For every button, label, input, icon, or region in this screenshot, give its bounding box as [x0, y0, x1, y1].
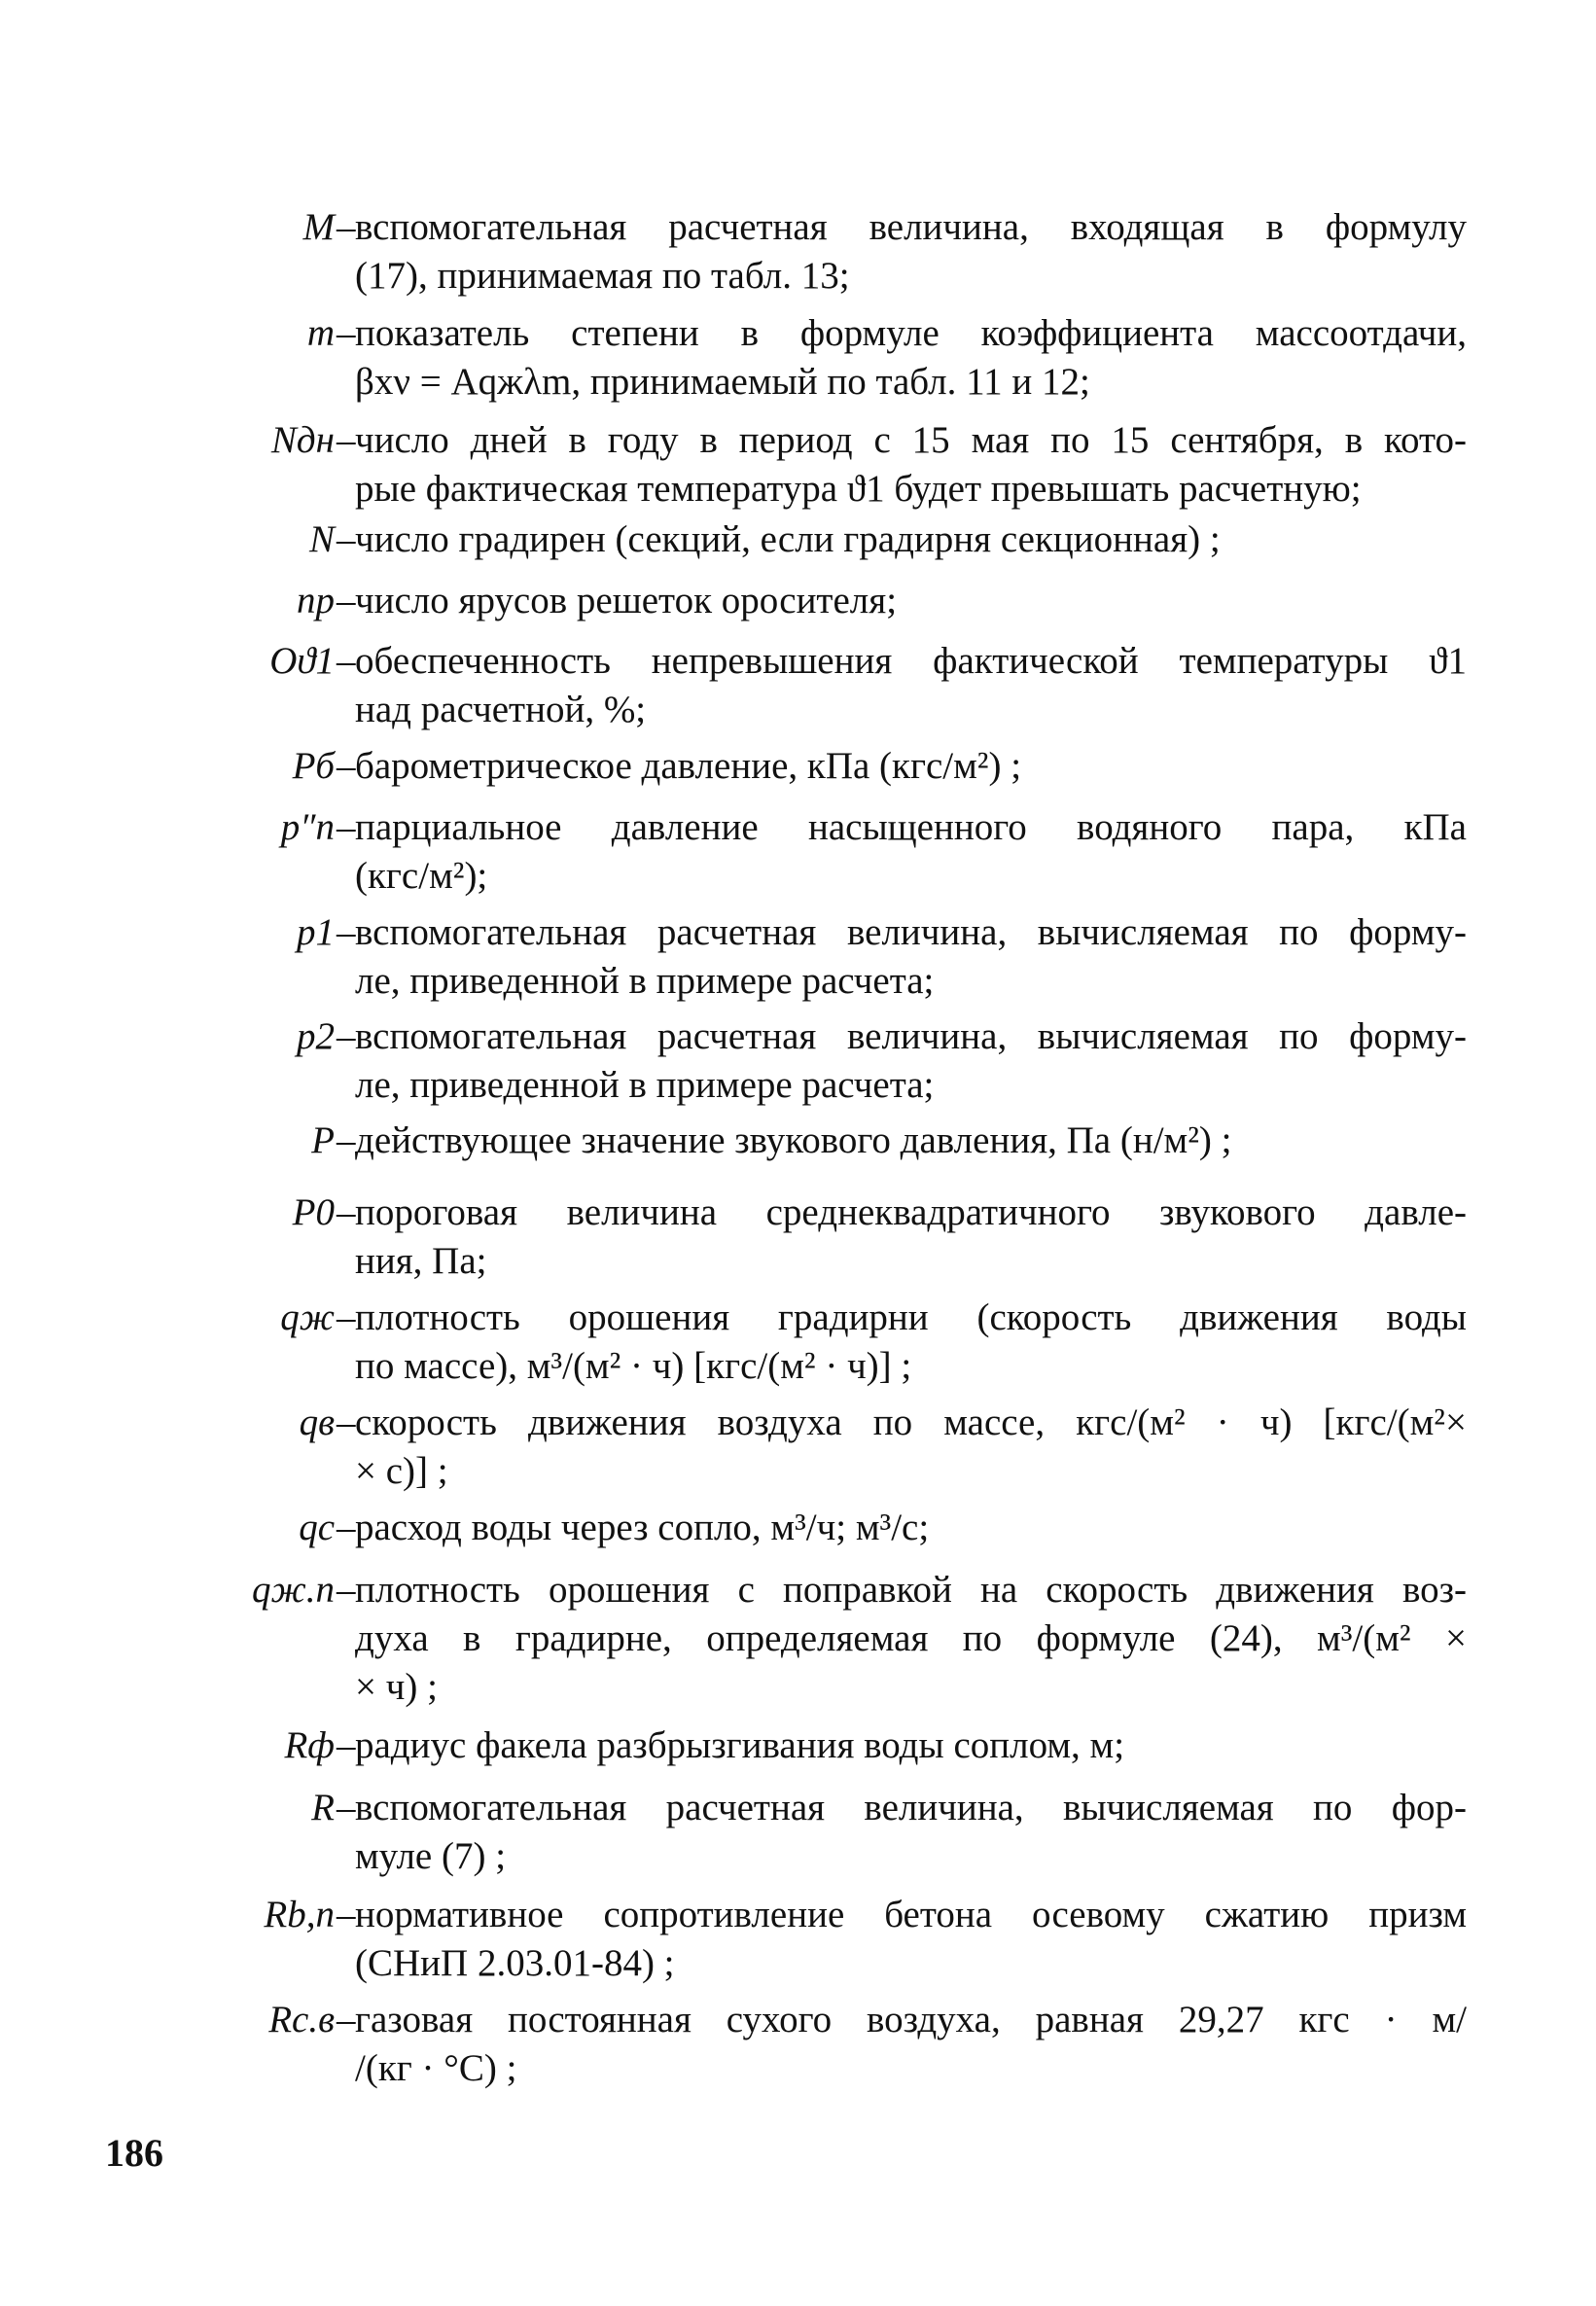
definition-line: нормативное сопротивление бетона осевому сжатию призм — [355, 1894, 1467, 1935]
definition-line: показатель степени в формуле коэффициента массоотдачи, — [355, 312, 1467, 354]
definition-line: ле, приведенной в примере расчета; — [355, 960, 935, 1002]
definition-line: × с)] ; — [355, 1450, 448, 1492]
symbol-n-r: nр — [297, 580, 335, 621]
dash: – — [337, 1296, 356, 1338]
definition-text — [355, 1117, 1467, 1165]
symbol-q-zh: qж — [280, 1296, 335, 1338]
definition-text — [355, 416, 1467, 514]
definition-line: действующее значение звукового давления, Па (н/м²) ; — [355, 1119, 1232, 1161]
dash: – — [337, 640, 356, 682]
definition-line: (17), принимаемая по табл. 13; — [355, 255, 850, 297]
dash: – — [337, 911, 356, 953]
definition-line: число дней в году в период с 15 мая по 15 сентября, в кото- — [355, 419, 1467, 461]
definition-line: обеспеченность непревышения фактической температуры ϑ1 — [355, 640, 1467, 682]
symbol-m: m — [306, 312, 335, 354]
definition-text — [355, 577, 1467, 625]
dash: – — [337, 745, 356, 787]
definition-text — [355, 1566, 1467, 1712]
definition-line: βxν = Aqжλm, принимаемый по табл. 11 и 12; — [355, 361, 1090, 403]
dash: – — [337, 1724, 356, 1766]
symbol-R-sv: Rс.в — [268, 1999, 335, 2040]
definition-line: вспомогательная расчетная величина, вычисляемая по форму- — [355, 911, 1467, 953]
definition-line: рые фактическая температура ϑ1 будет превышать расчетную; — [355, 468, 1362, 510]
definition-line: барометрическое давление, кПа (кгс/м²) ; — [355, 745, 1022, 787]
symbol-N: N — [308, 518, 335, 560]
definition-text — [355, 1721, 1467, 1770]
dash: – — [337, 1787, 356, 1828]
dash: – — [337, 1569, 356, 1611]
definition-line: радиус факела разбрызгивания воды соплом, м; — [355, 1724, 1125, 1766]
definition-line: число ярусов решеток оросителя; — [355, 580, 898, 621]
symbol-R-bn: Rb,n — [264, 1894, 335, 1935]
definition-text — [355, 908, 1467, 1006]
dash: – — [337, 518, 356, 560]
dash: – — [337, 806, 356, 848]
definition-line: парциальное давление насыщенного водяного пара, кПа — [355, 806, 1467, 848]
definition-line: ле, приведенной в примере расчета; — [355, 1064, 935, 1106]
symbol-p1: p1 — [297, 911, 335, 953]
symbol-P-b: Pб — [292, 745, 335, 787]
definition-line: число градирен (секций, если градирня секционная) ; — [355, 518, 1221, 560]
dash: – — [337, 1119, 356, 1161]
definition-text — [355, 637, 1467, 734]
dash: – — [337, 580, 356, 621]
symbol-P0: P0 — [292, 1191, 335, 1233]
dash: – — [337, 1507, 356, 1548]
definition-text — [355, 1188, 1467, 1286]
definition-line: (кгс/м²); — [355, 855, 488, 897]
symbol-q-zh-p: qж.п — [251, 1569, 335, 1611]
symbol-q-s: qс — [299, 1507, 335, 1548]
definition-text — [355, 309, 1467, 407]
definition-line: вспомогательная расчетная величина, входящая в формулу — [355, 206, 1467, 248]
dash: – — [337, 1999, 356, 2040]
symbol-O: Oϑ1 — [269, 640, 335, 682]
definition-text — [355, 742, 1467, 791]
definition-line: расход воды через сопло, м³/ч; м³/с; — [355, 1507, 930, 1548]
dash: – — [337, 1015, 356, 1057]
symbol-p2: p2 — [297, 1015, 335, 1057]
dash: – — [337, 1894, 356, 1935]
definition-line: плотность орошения с поправкой на скорость движения воз- — [355, 1569, 1467, 1611]
definition-text — [355, 1399, 1467, 1496]
dash: – — [337, 419, 356, 461]
definition-line: вспомогательная расчетная величина, вычисляемая по фор- — [355, 1787, 1467, 1828]
definition-line: муле (7) ; — [355, 1835, 507, 1877]
dash: – — [337, 312, 356, 354]
definition-line: × ч) ; — [355, 1666, 438, 1708]
definition-text — [355, 1784, 1467, 1881]
dash: – — [337, 1191, 356, 1233]
definition-text — [355, 1294, 1467, 1391]
definition-line: (СНиП 2.03.01-84) ; — [355, 1942, 675, 1984]
definition-line: ния, Па; — [355, 1240, 487, 1282]
symbol-R-f: Rф — [284, 1724, 335, 1766]
definition-line: скорость движения воздуха по массе, кгс/(м² · ч) [кгс/(м²× — [355, 1401, 1467, 1443]
definition-text — [355, 1996, 1467, 2093]
symbol-p-n: p″п — [280, 806, 335, 848]
definition-line: над расчетной, %; — [355, 689, 647, 730]
definition-line: плотность орошения градирни (скорость движения воды — [355, 1296, 1467, 1338]
definition-text — [355, 1012, 1467, 1110]
definition-line: /(кг · °С) ; — [355, 2047, 517, 2089]
definition-text — [355, 803, 1467, 901]
definition-text — [355, 515, 1467, 564]
symbol-N-dn: Nдн — [270, 419, 335, 461]
symbol-M: M — [302, 206, 335, 248]
definition-line: газовая постоянная сухого воздуха, равная 29,27 кгс · м/ — [355, 1999, 1467, 2040]
page-number: 186 — [105, 2131, 163, 2175]
symbol-P: P — [311, 1119, 335, 1161]
definition-text — [355, 203, 1467, 301]
definition-line: вспомогательная расчетная величина, вычисляемая по форму- — [355, 1015, 1467, 1057]
definition-line: по массе), м³/(м² · ч) [кгс/(м² · ч)] ; — [355, 1345, 912, 1387]
symbol-q-v: qв — [299, 1401, 335, 1443]
definition-text — [355, 1891, 1467, 1988]
definition-line: пороговая величина среднеквадратичного звукового давле- — [355, 1191, 1467, 1233]
symbol-R: R — [311, 1787, 335, 1828]
definition-line: духа в градирне, определяемая по формуле (24), м³/(м² × — [355, 1617, 1467, 1659]
dash: – — [337, 1401, 356, 1443]
definition-text — [355, 1504, 1467, 1552]
dash: – — [337, 206, 356, 248]
